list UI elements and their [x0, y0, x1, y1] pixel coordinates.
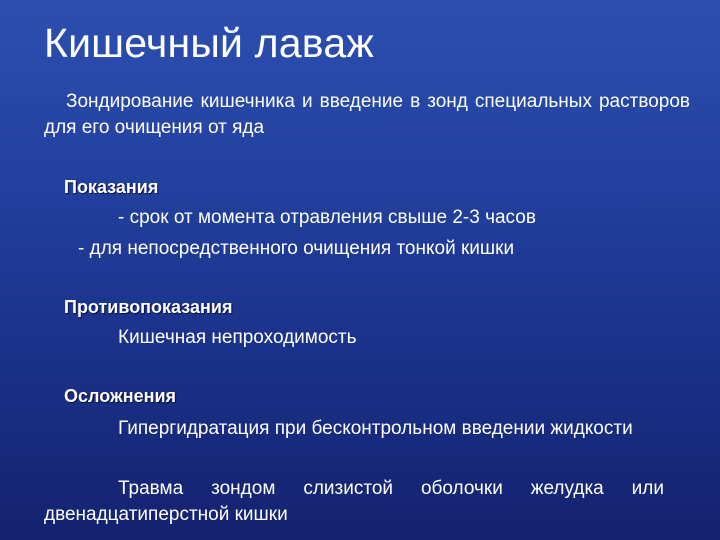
contraindications-heading: Противопоказания [64, 297, 233, 317]
complication-item: Гипергидратация при бесконтрольном введении жидкости [118, 418, 633, 439]
complication-item: Травма зондом слизистой оболочки желудка или двенадцатиперстной кишки [44, 478, 664, 526]
indications-heading: Показания [64, 177, 159, 197]
slide-title: Кишечный лаваж [44, 20, 374, 66]
definition-text: Зондирование кишечника и введение в зонд специальных растворов для его очищения от яда [44, 91, 690, 139]
indication-item: - срок от момента отравления свыше 2-3 часов [118, 207, 536, 228]
contraindication-item: Кишечная непроходимость [118, 327, 357, 348]
indication-item: - для непосредственного очищения тонкой кишки [78, 238, 515, 259]
definition-paragraph [44, 89, 690, 141]
complications-heading: Осложнения [64, 386, 177, 406]
